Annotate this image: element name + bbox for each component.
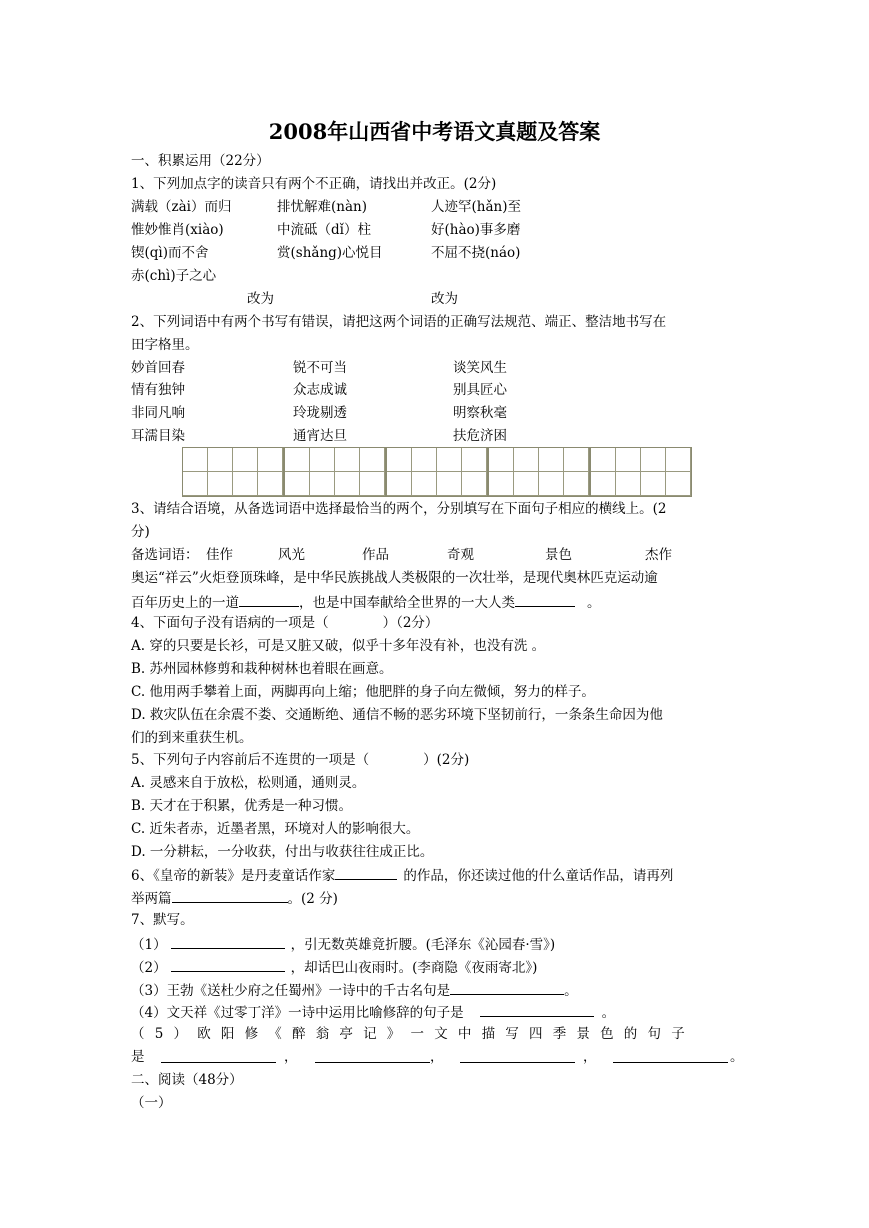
q2-word: 情有独钟 [131,382,185,398]
section-1-heading: 一、积累运用（22分） [131,153,270,169]
q7-stem: 7、默写。 [131,912,194,928]
tianzi-grid[interactable] [182,447,692,497]
tianzi-block[interactable] [285,448,387,496]
q3-text: 。 [587,595,601,611]
q1-fix-label-2: 改为 [431,291,458,307]
tianzi-block[interactable] [183,448,285,496]
q1-item: 赤(chì)子之心 [131,268,217,284]
q7-text: 。 [564,983,578,999]
q7-comma: ， [583,1049,597,1065]
q2-word: 谈笑风生 [453,360,507,376]
q5-option-a: A. 灵感来自于放松，松则通，通则灵。 [131,775,366,791]
q5-option-d: D. 一分耕耘，一分收获，付出与收获往往成正比。 [131,844,434,860]
q7-blank-5b[interactable] [315,1048,430,1063]
q7-comma: ， [430,1049,444,1065]
q7-line-5: （5）欧阳修《醉翁亭记》一文中描写四季景色的句子 [131,1026,695,1042]
q5-option-c: C. 近朱者赤，近墨者黑，环境对人的影响很大。 [131,821,420,837]
q1-item: 排忧解难(nàn) [277,199,367,215]
q3-option: 作品 [362,547,389,563]
q7-blank-5a[interactable] [161,1048,276,1063]
document-title: 2008年山西省中考语文真题及答案 [268,119,601,144]
q3-blank-2[interactable] [515,592,575,607]
q2-word: 通宵达旦 [293,428,347,444]
q7-blank-2[interactable] [171,957,285,972]
q4-stem: 4、下面句子没有语病的一项是（ ）（2分） [131,615,439,631]
q6-text: 举两篇 [131,891,172,907]
tianzi-block[interactable] [489,448,591,496]
q2-word: 妙首回春 [131,360,185,376]
q3-text: ，也是中国奉献给全世界的一大人类 [299,595,515,611]
q7-text: （4）文天祥《过零丁洋》一诗中运用比喻修辞的句子是 [131,1005,464,1021]
q1-item: 人迹罕(hǎn)至 [431,199,521,215]
q3-option: 杰作 [645,547,672,563]
q7-blank-1[interactable] [171,934,285,949]
q2-word: 别具匠心 [453,382,507,398]
q3-option: 奇观 [447,547,474,563]
q3-stem-cont: 分) [131,524,150,540]
q3-options-label: 备选词语： [131,547,199,563]
q1-fix-label-1: 改为 [247,291,274,307]
q1-item: 惟妙惟肖(xiào) [131,222,224,238]
q1-item: 中流砥（dǐ）柱 [277,222,371,238]
q7-period: 。 [730,1049,744,1065]
q5-stem: 5、下列句子内容前后不连贯的一项是（ ）(2分) [131,752,470,768]
q7-text: 是 [131,1049,145,1065]
q1-item: 好(hào)事多磨 [431,222,521,238]
q1-stem: 1、下列加点字的读音只有两个不正确，请找出并改正。(2分) [131,176,497,192]
q3-blank-1[interactable] [239,592,299,607]
q1-item: 锲(qì)而不舍 [131,245,209,261]
q2-word: 非同凡响 [131,405,185,421]
q7-comma: ， [284,1049,298,1065]
q1-item: 不屈不挠(náo) [431,245,521,261]
q3-sentence: 奥运“祥云”火炬登顶珠峰，是中华民族挑战人类极限的一次壮举，是现代奥林匹克运动逾 [131,570,658,586]
q2-stem-cont: 田字格里。 [131,337,199,353]
q7-num: （2） [131,960,167,976]
q2-word: 锐不可当 [293,360,347,376]
q6-line-2 [131,888,338,908]
q2-word: 扶危济困 [453,428,507,444]
q2-word: 玲珑剔透 [293,405,347,421]
section-2-heading: 二、阅读（48分） [131,1072,243,1088]
q6-blank-works[interactable] [172,888,288,903]
q7-line-2 [131,957,537,977]
q7-blank-3[interactable] [450,980,564,995]
q4-option-b: B. 苏州园林修剪和栽种树林也着眼在画意。 [131,661,393,677]
q2-word: 众志成诚 [293,382,347,398]
q2-word: 明察秋毫 [453,405,507,421]
tianzi-block[interactable] [591,448,691,496]
q3-option: 景色 [545,547,572,563]
reading-part-1: （一） [131,1095,172,1111]
q5-option-b: B. 天才在于积累，优秀是一种习惯。 [131,798,353,814]
q3-sentence-cont [131,592,601,612]
q6-text: 6、《皇帝的新装》是丹麦童话作家 [131,868,336,884]
q4-option-d-cont: 们的到来重获生机。 [131,730,253,746]
q2-stem: 2、下列词语中有两个书写有错误，请把这两个词语的正确写法规范、端正、整洁地书写在 [131,314,667,330]
q7-num: （1） [131,937,167,953]
q6-blank-author[interactable] [335,865,397,880]
q7-blank-4[interactable] [480,1002,594,1017]
q7-text: 。 [601,1005,616,1021]
q7-blank-5d[interactable] [613,1048,728,1063]
q1-item: 赏(shǎng)心悦目 [277,245,383,261]
q3-option: 风光 [278,547,305,563]
q4-option-a: A. 穿的只要是长衫，可是又脏又破，似乎十多年没有补，也没有洗 。 [131,638,546,654]
q7-blank-5c[interactable] [460,1048,575,1063]
q1-item: 满载（zài）而归 [131,199,232,215]
q7-line-3 [131,980,578,1000]
q3-text: 百年历史上的一道 [131,595,239,611]
q7-line-1 [131,934,555,954]
tianzi-block[interactable] [387,448,489,496]
q7-line-4 [131,1002,615,1022]
q7-text: ，却话巴山夜雨时。(李商隐《夜雨寄北》) [290,960,538,976]
q6-text: 的作品，你还读过他的什么童话作品，请再列 [403,868,674,884]
q2-word: 耳濡目染 [131,428,185,444]
q7-text: （3）王勃《送杜少府之任蜀州》一诗中的千古名句是 [131,983,451,999]
q4-option-d: D. 救灾队伍在余震不娄、交通断绝、通信不畅的恶劣环境下坚韧前行，一条条生命因为他 [131,707,663,723]
q6-line-1 [131,865,673,885]
q3-stem: 3、请结合语境，从备选词语中选择最恰当的两个，分别填写在下面句子相应的横线上。(2 [131,501,667,517]
q4-option-c: C. 他用两手攀着上面，两脚再向上缩；他肥胖的身子向左微倾，努力的样子。 [131,684,595,700]
q7-text: ，引无数英雄竟折腰。(毛泽东《沁园春·雪》) [290,937,556,953]
q3-option: 佳作 [206,547,233,563]
q6-text: 。(2 分) [287,891,338,907]
